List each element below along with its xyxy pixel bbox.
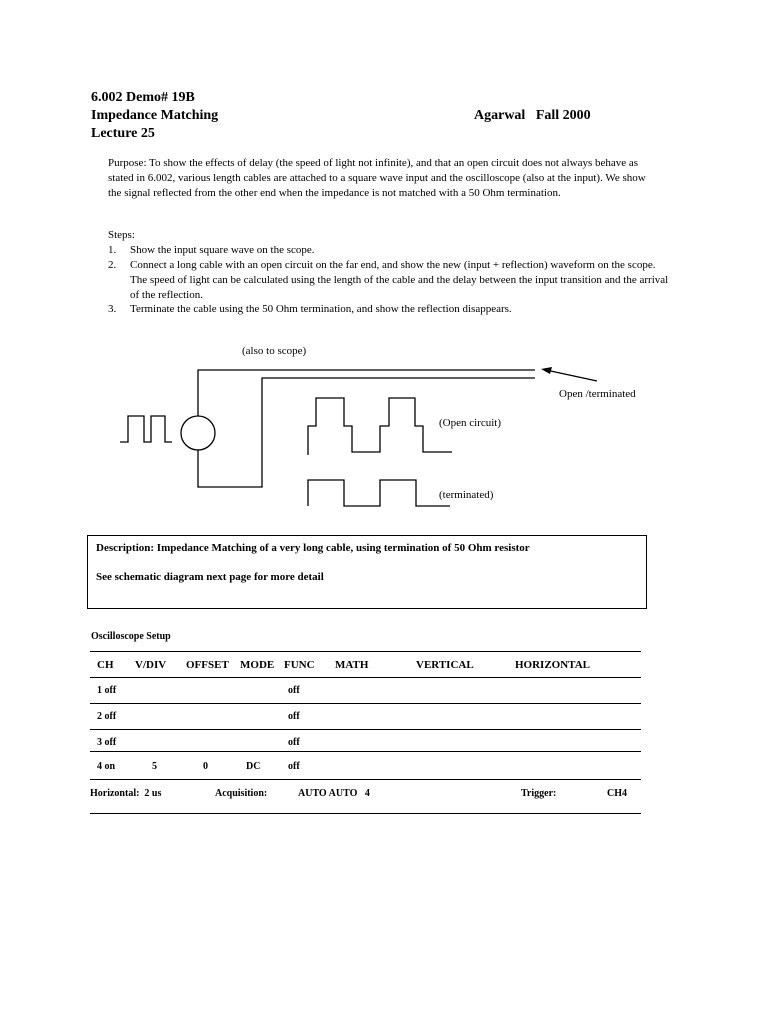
source-circle [181, 416, 215, 450]
terminated-label: (terminated) [439, 489, 494, 501]
scope-footer-row [90, 779, 641, 814]
horizontal-setting: Horizontal: 2 us [90, 788, 162, 799]
scope-header-row [90, 651, 641, 678]
cell-func: off [288, 711, 300, 722]
cable-lower-wire [198, 378, 535, 487]
step-number: 3. [108, 303, 117, 315]
cell-vdiv: 5 [152, 761, 157, 772]
cell-func: off [288, 685, 300, 696]
open-circuit-waveform [308, 398, 452, 455]
cell-offset: 0 [203, 761, 208, 772]
acquisition-label: Acquisition: [215, 788, 268, 799]
step-text: Show the input square wave on the scope. [130, 244, 315, 256]
description-box [87, 535, 647, 609]
author-term: Agarwal Fall 2000 [474, 108, 591, 123]
col-ch: CH [97, 659, 114, 671]
col-offset: OFFSET [186, 659, 229, 671]
cell-func: off [288, 761, 300, 772]
col-math: MATH [335, 659, 369, 671]
step-text: Connect a long cable with an open circuit on the far end, and show the new (input + reflection) waveform on the scope. The speed of light can be calculated using the length of the cable and the delay between the input transition and the arrival of the reflection. [130, 259, 669, 301]
table-row [90, 751, 641, 780]
col-vdiv: V/DIV [135, 659, 167, 671]
topic-title: Impedance Matching [91, 108, 219, 123]
open-terminated-label: Open /terminated [559, 388, 636, 400]
lecture-title: Lecture 25 [91, 126, 155, 141]
cell-mode: DC [246, 761, 261, 772]
col-horizontal: HORIZONTAL [515, 659, 590, 671]
step-number: 1. [108, 244, 117, 256]
purpose-paragraph: Purpose: To show the effects of delay (the speed of light not infinite), and that an open circuit does not always behave as stated in 6.002, various length cables are attached to a square wave input and the oscilloscope (also at the input). We show the signal reflected from the other end when the impedance is not matched with a 50 Ohm termination. [108, 157, 646, 199]
demo-title: 6.002 Demo# 19B [91, 90, 195, 105]
cell-ch: 1 off [97, 685, 117, 696]
cell-ch: 2 off [97, 711, 117, 722]
step-number: 2. [108, 259, 117, 271]
step-text: Terminate the cable using the 50 Ohm termination, and show the reflection disappears. [130, 303, 512, 315]
description-line-2: See schematic diagram next page for more detail [96, 571, 324, 583]
also-to-scope-label: (also to scope) [242, 345, 307, 357]
terminated-waveform [308, 480, 450, 506]
table-row [90, 703, 641, 730]
steps-label: Steps: [108, 229, 135, 241]
trigger-value: CH4 [607, 788, 627, 799]
scope-setup-title: Oscilloscope Setup [91, 631, 171, 642]
col-func: FUNC [284, 659, 315, 671]
col-vertical: VERTICAL [416, 659, 474, 671]
cable-upper-wire [198, 370, 535, 416]
cell-ch: 3 off [97, 737, 117, 748]
arrow-line [546, 370, 597, 381]
arrow-head [541, 367, 552, 374]
table-row [90, 677, 641, 704]
acquisition-value: AUTO AUTO 4 [298, 788, 370, 799]
description-line-1: Description: Impedance Matching of a very long cable, using termination of 50 Ohm resistor [96, 542, 530, 554]
cell-func: off [288, 737, 300, 748]
col-mode: MODE [240, 659, 275, 671]
cell-ch: 4 on [97, 761, 116, 772]
trigger-label: Trigger: [521, 788, 557, 799]
open-circuit-label: (Open circuit) [439, 417, 501, 429]
input-square-wave [120, 416, 172, 442]
